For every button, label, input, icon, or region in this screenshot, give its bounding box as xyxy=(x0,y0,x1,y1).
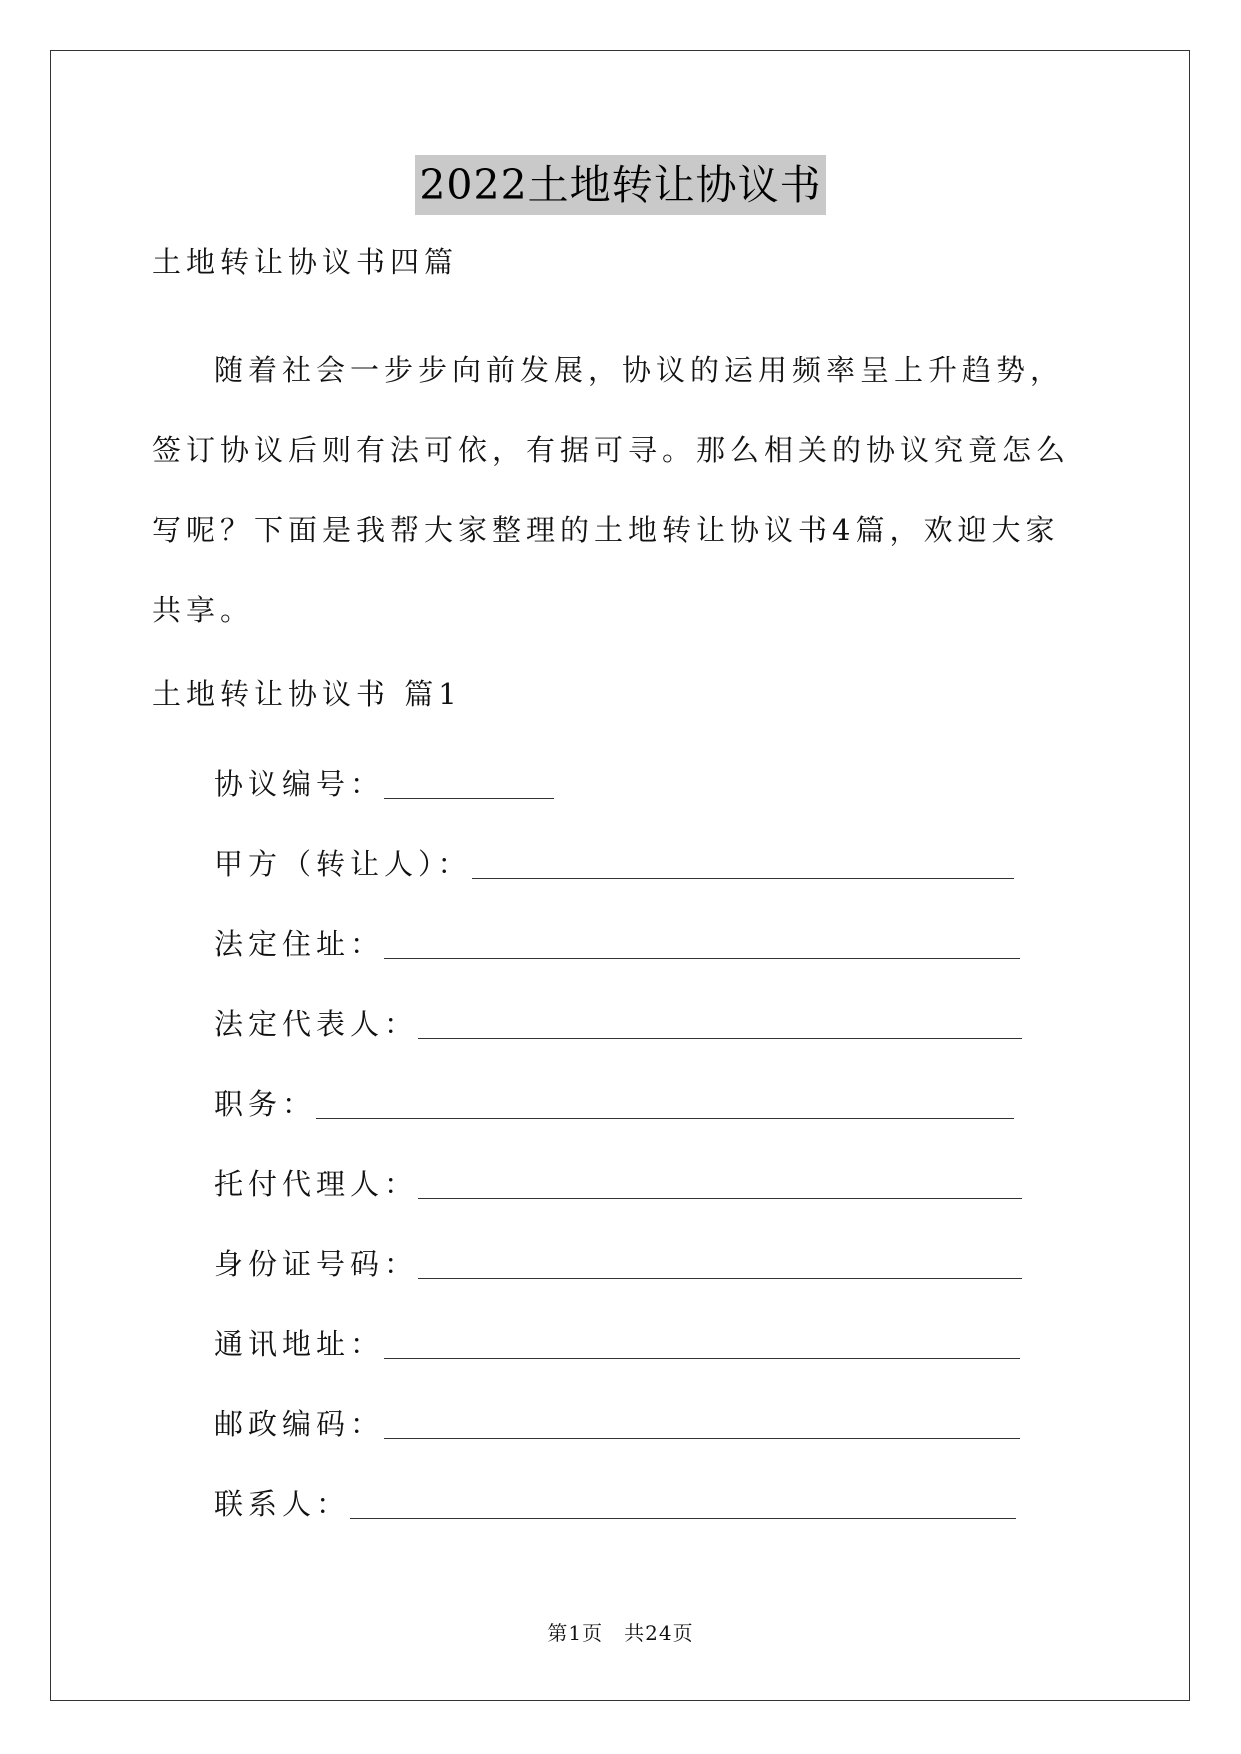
field-label: 职务： xyxy=(214,1087,317,1121)
field-label: 联系人： xyxy=(214,1487,351,1521)
form-field-party-a xyxy=(214,842,1014,883)
form-field-legal-address xyxy=(214,922,1020,963)
field-blank-line[interactable] xyxy=(472,877,1014,879)
field-label: 通讯地址： xyxy=(214,1327,385,1361)
form-field-agent xyxy=(214,1162,1022,1203)
form-field-legal-representative xyxy=(214,1002,1022,1043)
field-blank-line[interactable] xyxy=(384,797,554,799)
field-label: 身份证号码： xyxy=(214,1247,419,1281)
field-blank-line[interactable] xyxy=(418,1037,1022,1039)
field-label: 甲方（转让人）： xyxy=(214,847,472,881)
title-wrap xyxy=(0,155,1241,215)
field-blank-line[interactable] xyxy=(418,1277,1022,1279)
form-field-position xyxy=(214,1082,1014,1123)
intro-paragraph xyxy=(152,330,1092,650)
form-field-contact-person xyxy=(214,1482,1016,1523)
form-field-agreement-number xyxy=(214,762,554,803)
field-blank-line[interactable] xyxy=(384,1437,1020,1439)
form-field-postal-code xyxy=(214,1402,1020,1443)
field-blank-line[interactable] xyxy=(350,1517,1016,1519)
field-label: 法定代表人： xyxy=(214,1007,419,1041)
field-label: 托付代理人： xyxy=(214,1167,419,1201)
field-blank-line[interactable] xyxy=(384,957,1020,959)
form-field-id-number xyxy=(214,1242,1022,1283)
form-field-mailing-address xyxy=(214,1322,1020,1363)
field-label: 协议编号： xyxy=(214,767,385,801)
document-title: 2022土地转让协议书 xyxy=(415,155,825,215)
intro-text: 随着社会一步步向前发展，协议的运用频率呈上升趋势，签订协议后则有法可依，有据可寻。那么相关的协议究竟怎么写呢？下面是我帮大家整理的土地转让协议书4篇，欢迎大家共享。 xyxy=(152,353,1071,627)
field-label: 邮政编码： xyxy=(214,1407,385,1441)
page-footer: 第1页 共24页 xyxy=(547,1621,694,1645)
section-heading: 土地转让协议书 篇1 xyxy=(152,677,462,711)
field-label: 法定住址： xyxy=(214,927,385,961)
field-blank-line[interactable] xyxy=(384,1357,1020,1359)
field-blank-line[interactable] xyxy=(418,1197,1022,1199)
field-blank-line[interactable] xyxy=(316,1117,1014,1119)
document-subtitle: 土地转让协议书四篇 xyxy=(152,245,459,279)
